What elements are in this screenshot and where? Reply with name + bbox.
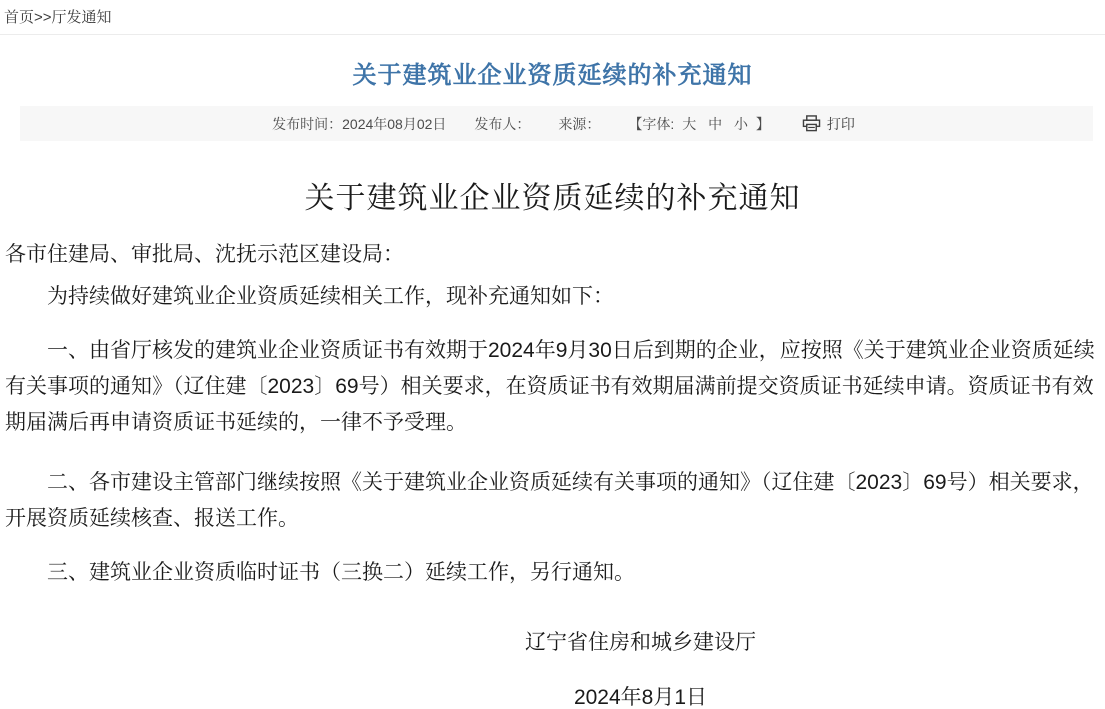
document-paragraph: 二、各市建设主管部门继续按照《关于建筑业企业资质延续有关事项的通知》（辽住建〔2023〕69号）相关要求，开展资质延续核查、报送工作。 bbox=[5, 471, 1094, 530]
document-paragraph: 一、由省厅核发的建筑业企业资质证书有效期于2024年9月30日后到期的企业，应按照《关于建筑业企业资质延续有关事项的通知》（辽住建〔2023〕69号）相关要求，在资质证书有效期届满前提交资质证书延续申请。资质证书有效期届满后再申请资质证书延续的，一律不予受理。 bbox=[5, 339, 1095, 434]
font-size-label-close: 】 bbox=[755, 115, 770, 132]
signature-block bbox=[93, 625, 1105, 709]
print-button[interactable] bbox=[802, 114, 855, 134]
document-paragraph: 为持续做好建筑业企业资质延续相关工作，现补充通知如下： bbox=[47, 285, 614, 308]
source-label: 来源： bbox=[558, 115, 601, 132]
meta-bar bbox=[20, 106, 1093, 141]
print-button-label: 打印 bbox=[826, 115, 855, 132]
page-title: 关于建筑业企业资质延续的补充通知 bbox=[352, 62, 753, 89]
printer-icon bbox=[802, 115, 821, 132]
breadcrumb-separator: >> bbox=[34, 9, 52, 26]
breadcrumb-current-link[interactable]: 厅发通知 bbox=[51, 9, 112, 26]
font-size-label: 【字体: bbox=[628, 115, 675, 132]
document-paragraph: 三、建筑业企业资质临时证书（三换二）延续工作，另行通知。 bbox=[47, 561, 635, 584]
signature-agency: 辽宁省住房和城乡建设厅 bbox=[525, 631, 756, 654]
signature-date: 2024年8月1日 bbox=[573, 686, 708, 709]
publisher-label: 发布人： bbox=[474, 115, 531, 132]
publish-time: 发布时间：2024年08月02日 bbox=[272, 115, 447, 132]
document-body bbox=[0, 180, 1105, 709]
font-size-medium-button[interactable]: 中 bbox=[708, 115, 723, 132]
breadcrumb bbox=[0, 0, 1105, 35]
font-size-small-button[interactable]: 小 bbox=[733, 115, 748, 132]
document-salutation: 各市住建局、审批局、沈抚示范区建设局： bbox=[5, 243, 404, 266]
breadcrumb-home-link[interactable]: 首页 bbox=[4, 9, 35, 26]
font-size-controls bbox=[628, 114, 769, 134]
document-title: 关于建筑业企业资质延续的补充通知 bbox=[304, 182, 801, 215]
font-size-large-button[interactable]: 大 bbox=[682, 115, 697, 132]
